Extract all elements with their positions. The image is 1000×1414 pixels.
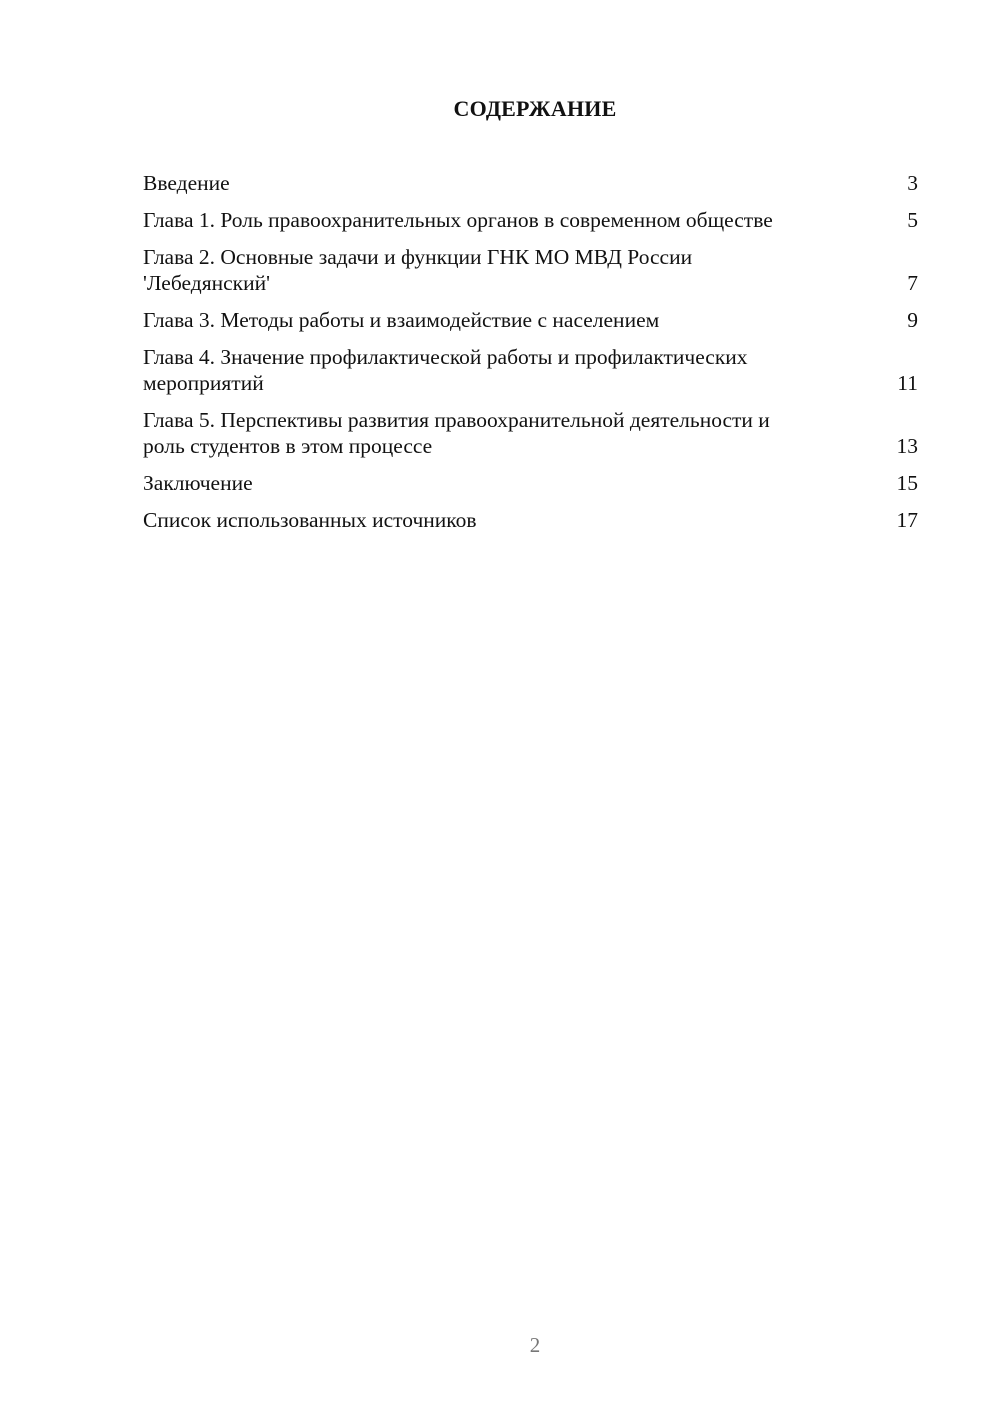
- table-of-contents: [143, 170, 918, 544]
- toc-entry-page-number: 11: [897, 371, 918, 395]
- toc-entry-chapter-4[interactable]: [143, 344, 918, 396]
- toc-entry-chapter-3[interactable]: [143, 307, 918, 333]
- toc-entry-conclusion[interactable]: [143, 470, 918, 496]
- toc-entry-title: Глава 1. Роль правоохранительных органов в современном обществе: [143, 208, 773, 232]
- toc-entry-title: Введение: [143, 171, 230, 195]
- toc-entry-page-number: 15: [896, 471, 918, 495]
- toc-entry-introduction[interactable]: [143, 170, 918, 196]
- toc-entry-title: Глава 3. Методы работы и взаимодействие с населением: [143, 308, 660, 332]
- toc-entry-title: Заключение: [143, 471, 253, 495]
- page-number: 2: [529, 1333, 541, 1357]
- toc-entry-page-number: 7: [907, 271, 918, 295]
- toc-entry-title: Глава 2. Основные задачи и функции ГНК МО МВД России 'Лебедянский': [143, 245, 693, 295]
- page-title: СОДЕРЖАНИЕ: [453, 96, 617, 121]
- toc-entry-page-number: 5: [907, 208, 918, 232]
- toc-entry-page-number: 13: [896, 434, 918, 458]
- toc-entry-chapter-5[interactable]: [143, 407, 918, 459]
- toc-entry-chapter-2[interactable]: [143, 244, 918, 296]
- toc-entry-page-number: 3: [907, 171, 918, 195]
- toc-entry-title: Глава 5. Перспективы развития правоохранительной деятельности и роль студентов в этом процессе: [143, 408, 770, 458]
- toc-entry-title: Глава 4. Значение профилактической работы и профилактических мероприятий: [143, 345, 748, 395]
- toc-entry-title: Список использованных источников: [143, 508, 477, 532]
- toc-entry-references[interactable]: [143, 507, 918, 533]
- toc-entry-chapter-1[interactable]: [143, 207, 918, 233]
- toc-entry-page-number: 9: [907, 308, 918, 332]
- toc-entry-page-number: 17: [896, 508, 918, 532]
